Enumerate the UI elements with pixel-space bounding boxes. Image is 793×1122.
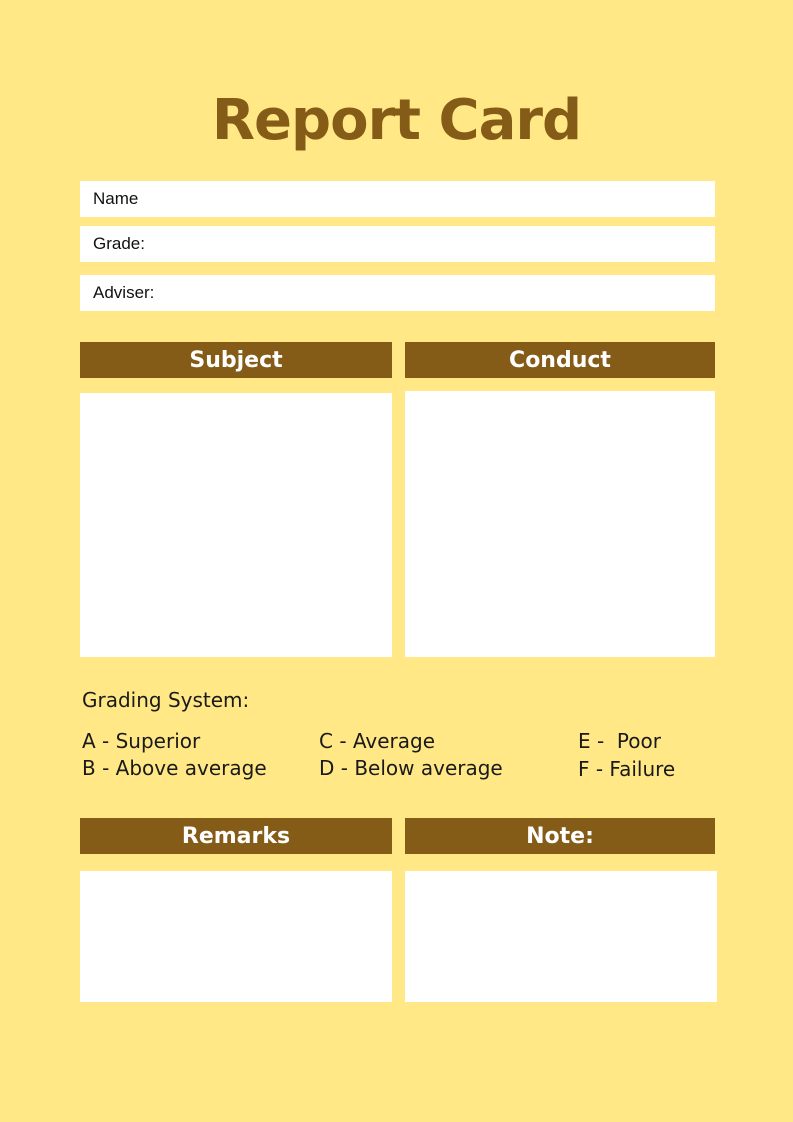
grade-f: F - Failure (578, 757, 676, 781)
conduct-box[interactable] (405, 391, 715, 657)
grade-c: C - Average (319, 729, 436, 753)
note-box[interactable] (405, 871, 717, 1002)
adviser-label: Adviser: (93, 283, 155, 302)
grading-system-title: Grading System: (82, 688, 250, 712)
subject-header: Subject (80, 342, 392, 378)
subject-box[interactable] (80, 393, 392, 657)
grade-b: B - Above average (82, 756, 267, 780)
name-label: Name (93, 189, 139, 208)
remarks-box[interactable] (80, 871, 392, 1002)
adviser-field[interactable] (80, 275, 715, 311)
conduct-header: Conduct (405, 342, 715, 378)
page-title: Report Card (211, 88, 582, 153)
name-field[interactable] (80, 181, 715, 217)
grade-label: Grade: (93, 234, 145, 253)
grade-a: A - Superior (82, 729, 201, 753)
remarks-header: Remarks (80, 818, 392, 854)
grade-e: E - Poor (578, 729, 661, 753)
grade-field[interactable] (80, 226, 715, 262)
grade-d: D - Below average (319, 756, 503, 780)
note-header: Note: (405, 818, 715, 854)
